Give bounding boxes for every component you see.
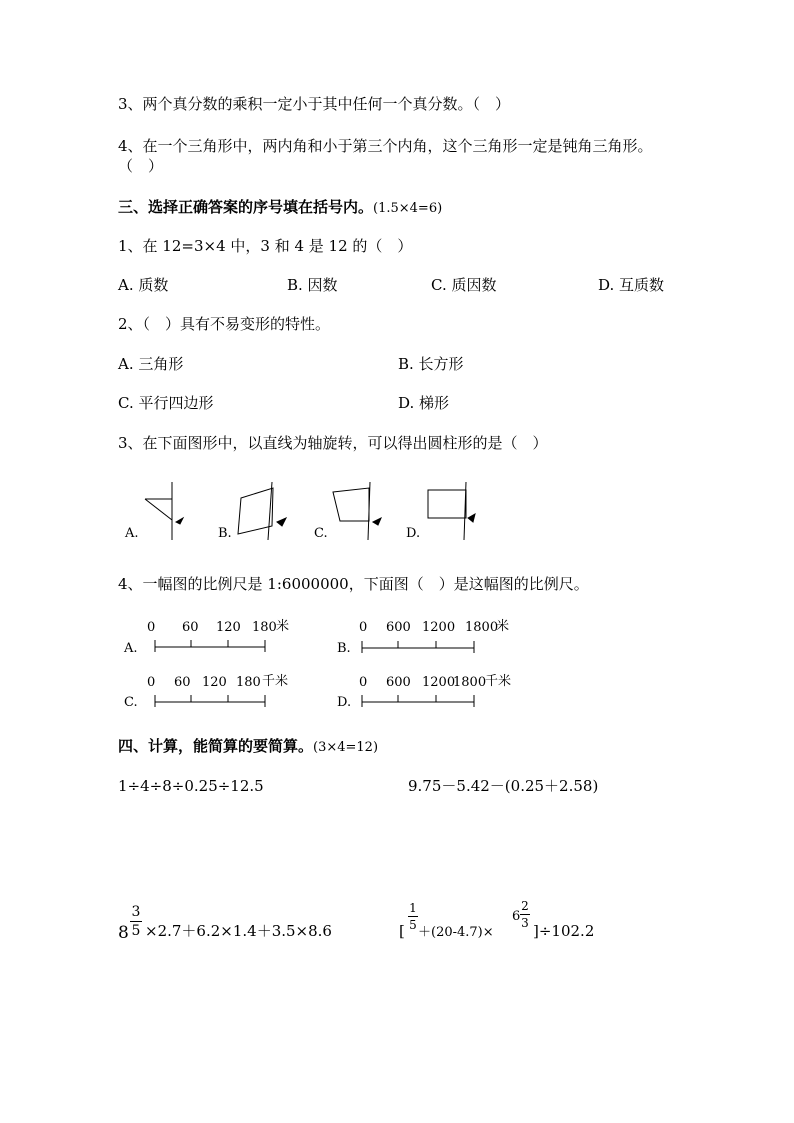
section-3-score: (1.5×4=6) [373,201,443,216]
question-3-3: 3、在下面图形中，以直线为轴旋转，可以得出圆柱形的是（ ） [118,434,548,452]
fraction-bar [408,916,418,917]
scale-d-tick-3: 1800 [453,675,487,690]
expression-1: 1÷4÷8÷0.25÷12.5 [118,777,264,795]
figure-a-label: A. [125,526,139,541]
scale-b-label: B. [337,641,351,656]
expr3-numerator: 3 [131,904,141,920]
expr3-rest: ×2.7＋6.2×1.4＋3.5×8.6 [145,922,332,940]
question-3-1: 1、在 12=3×4 中，3 和 4 是 12 的（ ） [118,237,413,255]
scale-a-tick-1: 60 [182,620,199,635]
scale-b-tick-1: 600 [386,620,411,635]
scale-b-unit: 米 [496,619,510,634]
expr4-fraction-1 [408,902,418,931]
scale-b-bar [362,641,474,653]
figure-d-label: D. [406,526,421,541]
figure-b-label: B. [218,526,232,541]
scale-a-unit: 米 [276,619,290,634]
question-2-3: 3、两个真分数的乘积一定小于其中任何一个真分数。（ ） [118,95,511,113]
q3-2-option-d: D. 梯形 [398,394,450,412]
scale-a-bar [155,640,265,652]
expr3-fraction [130,905,142,938]
expr4-middle: ＋(20-4.7)× [418,925,494,940]
section-3-title-text: 三、选择正确答案的序号填在括号内。 [118,198,374,216]
fraction-bar [130,921,142,922]
scale-c-bar [155,695,265,707]
scale-b-tick-2: 1200 [422,620,456,635]
scale-c-unit: 千米 [262,674,289,689]
expr4-fraction-2 [520,900,530,929]
q3-1-option-d: D. 互质数 [598,276,665,294]
scale-d-unit: 千米 [485,674,512,689]
question-3-2: 2、（ ）具有不易变形的特性。 [118,315,331,333]
scale-b-tick-0: 0 [359,620,368,635]
q3-2-option-a: A. 三角形 [118,355,184,373]
q3-1-option-b: B. 因数 [287,276,338,294]
expr4-f1-denominator: 5 [409,918,417,932]
expression-2: 9.75－5.42－(0.25＋2.58) [408,777,599,795]
scale-c-tick-0: 0 [147,675,156,690]
scale-c-tick-1: 60 [174,675,191,690]
expr3-whole: 8 [118,923,129,943]
scale-d-tick-2: 1200 [422,675,456,690]
expr3-denominator: 5 [131,923,141,939]
scale-a-label: A. [124,641,138,656]
scale-d-label: D. [337,695,352,710]
expr4-f2-denominator: 3 [521,916,529,930]
section-4-score: (3×4=12) [313,740,379,755]
section-4-title [118,739,378,754]
scale-c-tick-3: 180 [236,675,261,690]
q3-2-option-b: B. 长方形 [398,355,464,373]
scale-d-tick-1: 600 [386,675,411,690]
section-4-title-text: 四、计算，能简算的要简算。 [118,737,314,755]
question-3-4: 4、一幅图的比例尺是 1:6000000，下面图（ ）是这幅图的比例尺。 [118,575,589,593]
scale-d-tick-0: 0 [359,675,368,690]
q3-1-option-a: A. 质数 [118,276,169,294]
scale-c-tick-2: 120 [202,675,227,690]
fraction-bar [520,914,530,915]
scale-d-bar [362,695,474,707]
expr4-f1-numerator: 1 [409,901,417,915]
expr4-whole: 6 [512,909,521,924]
scale-a-tick-0: 0 [147,620,156,635]
q3-1-option-c: C. 质因数 [431,276,497,294]
q3-2-option-c: C. 平行四边形 [118,394,214,412]
expr4-f2-numerator: 2 [521,899,529,913]
scale-b-tick-3: 1800 [465,620,499,635]
expr4-open-bracket: [ [399,922,405,940]
figure-c-label: C. [314,526,328,541]
question-2-4-blank: （ ） [118,157,164,175]
scale-a-tick-2: 120 [216,620,241,635]
scale-c-label: C. [124,695,138,710]
expr4-close: ]÷102.2 [533,922,595,940]
question-2-4: 4、在一个三角形中，两内角和小于第三个内角，这个三角形一定是钝角三角形。 [118,137,653,155]
scale-a-tick-3: 180 [252,620,277,635]
